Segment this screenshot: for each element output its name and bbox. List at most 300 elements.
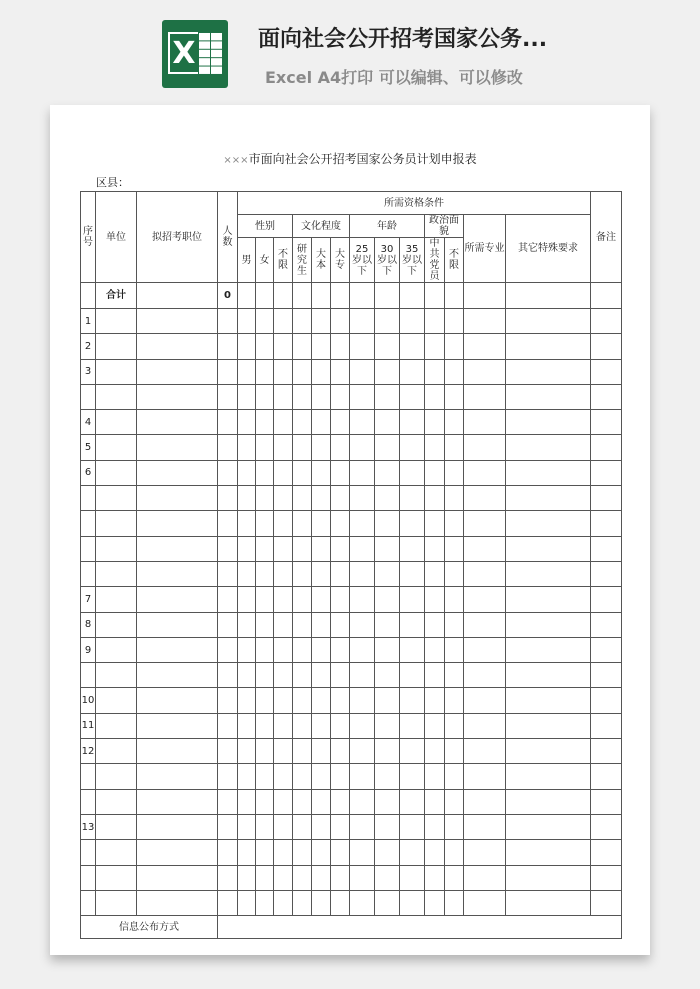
table-cell [96,612,137,637]
table-cell [312,637,331,662]
table-cell [96,713,137,738]
col-male: 男 [238,238,256,283]
table-cell [312,384,331,409]
total-label: 合计 [96,283,137,309]
table-cell [375,359,400,384]
table-cell [445,384,464,409]
table-cell [137,814,218,839]
col-party-member: 中共党员 [425,238,445,283]
table-cell [218,410,238,435]
table-cell [375,663,400,688]
table-cell [445,739,464,764]
table-cell [506,309,591,334]
table-cell [464,865,506,890]
table-cell [293,460,312,485]
table-cell [400,713,425,738]
table-cell [506,486,591,511]
table-cell [400,359,425,384]
table-cell [375,764,400,789]
table-cell [218,890,238,915]
table-cell [400,410,425,435]
table-cell [464,840,506,865]
table-row [81,865,622,890]
table-cell [238,764,256,789]
table-cell [256,814,274,839]
table-cell [218,536,238,561]
table-cell [238,840,256,865]
table-cell [331,435,350,460]
table-cell [238,612,256,637]
table-cell [293,334,312,359]
table-cell [400,663,425,688]
document-title: 面向社会公开招考国家公务... [258,27,548,52]
table-cell [591,688,622,713]
table-cell [293,435,312,460]
table-row [81,612,622,637]
table-cell [256,713,274,738]
table-cell [375,612,400,637]
table-cell [445,334,464,359]
table-cell [445,410,464,435]
table-cell [274,865,293,890]
table-cell [312,359,331,384]
table-cell [331,713,350,738]
table-cell [445,865,464,890]
table-cell [137,486,218,511]
table-cell [274,890,293,915]
table-cell [445,688,464,713]
table-cell [425,309,445,334]
table-cell [96,840,137,865]
table-cell [274,789,293,814]
table-cell [375,511,400,536]
row-number [81,865,96,890]
table-cell [425,890,445,915]
table-cell [464,890,506,915]
col-political: 政治面貌 [425,215,464,238]
row-number: 1 [81,309,96,334]
table-cell [256,789,274,814]
table-row [81,890,622,915]
table-cell [464,536,506,561]
table-row [81,486,622,511]
table-cell [425,814,445,839]
table-cell [591,384,622,409]
table-cell [400,536,425,561]
table-cell [331,460,350,485]
table-cell [591,486,622,511]
document-header [0,0,700,100]
table-cell [591,612,622,637]
table-cell [256,486,274,511]
table-cell [425,334,445,359]
table-cell [96,384,137,409]
table-cell [350,561,375,586]
table-cell [445,511,464,536]
col-education: 文化程度 [293,215,350,238]
table-cell [137,309,218,334]
table-cell [274,561,293,586]
table-cell [591,865,622,890]
row-number: 10 [81,688,96,713]
table-cell [312,865,331,890]
table-cell [331,359,350,384]
table-cell [137,713,218,738]
table-cell [425,865,445,890]
table-cell [506,840,591,865]
table-cell [293,814,312,839]
table-cell [218,334,238,359]
table-cell [591,764,622,789]
total-row [81,283,622,309]
table-row [81,739,622,764]
table-cell [218,713,238,738]
table-cell [312,713,331,738]
table-cell [331,334,350,359]
table-cell [218,486,238,511]
table-cell [464,789,506,814]
table-cell [464,561,506,586]
table-cell [400,612,425,637]
table-cell [350,309,375,334]
table-cell [256,587,274,612]
table-cell [375,814,400,839]
col-age: 年龄 [350,215,425,238]
table-cell [312,410,331,435]
table-cell [506,764,591,789]
table-cell [218,764,238,789]
table-cell [375,486,400,511]
row-number: 4 [81,410,96,435]
table-cell [293,713,312,738]
table-cell [331,486,350,511]
table-cell [506,384,591,409]
table-cell [425,688,445,713]
table-cell [293,840,312,865]
col-seq: 序号 [81,192,96,283]
table-cell [218,612,238,637]
table-cell [238,663,256,688]
table-cell [293,587,312,612]
table-cell [506,334,591,359]
table-cell [506,713,591,738]
table-cell [137,435,218,460]
table-cell [464,384,506,409]
table-cell [274,334,293,359]
col-age35: 35 岁以下 [400,238,425,283]
table-cell [137,511,218,536]
table-cell [464,764,506,789]
col-graduate: 研究生 [293,238,312,283]
table-cell [256,359,274,384]
row-number: 8 [81,612,96,637]
table-cell [293,663,312,688]
table-cell [506,789,591,814]
table-cell [506,814,591,839]
header-row-1 [81,192,622,215]
table-cell [400,384,425,409]
table-cell [375,460,400,485]
table-cell [350,890,375,915]
table-cell [274,764,293,789]
table-cell [137,789,218,814]
table-cell [375,789,400,814]
table-cell [350,764,375,789]
table-cell [96,890,137,915]
table-cell [96,561,137,586]
table-cell [293,384,312,409]
table-row [81,713,622,738]
table-cell [256,410,274,435]
table-cell [218,435,238,460]
table-cell [218,789,238,814]
table-cell [96,359,137,384]
table-cell [375,536,400,561]
table-row [81,384,622,409]
table-cell [137,840,218,865]
table-cell [331,561,350,586]
table-cell [464,713,506,738]
table-cell [425,612,445,637]
table-cell [591,511,622,536]
table-cell [238,334,256,359]
table-cell [464,410,506,435]
table-cell [350,384,375,409]
table-cell [312,536,331,561]
table-cell [274,739,293,764]
table-cell [331,890,350,915]
table-cell [425,460,445,485]
table-row [81,536,622,561]
table-cell [238,435,256,460]
table-cell [238,511,256,536]
row-number [81,384,96,409]
table-cell [256,309,274,334]
table-cell [293,865,312,890]
table-cell [464,435,506,460]
table-cell [400,309,425,334]
table-cell [506,637,591,662]
table-cell [238,460,256,485]
table-cell [312,587,331,612]
table-cell [350,536,375,561]
table-cell [274,814,293,839]
table-row [81,334,622,359]
table-cell [425,739,445,764]
table-cell [293,739,312,764]
table-cell [96,814,137,839]
table-cell [274,663,293,688]
table-cell [591,739,622,764]
table-cell [506,561,591,586]
table-cell [312,764,331,789]
table-cell [218,384,238,409]
table-cell [425,359,445,384]
table-cell [218,814,238,839]
table-cell [331,865,350,890]
row-number: 3 [81,359,96,384]
table-cell [96,663,137,688]
col-count: 人数 [218,192,238,283]
table-cell [312,890,331,915]
table-cell [445,789,464,814]
table-cell [400,486,425,511]
table-cell [445,435,464,460]
table-cell [425,561,445,586]
table-cell [331,612,350,637]
col-political-any: 不限 [445,238,464,283]
form-title-prefix: ××× [223,155,249,166]
table-cell [400,435,425,460]
table-cell [400,688,425,713]
table-cell [274,688,293,713]
table-cell [331,637,350,662]
table-cell [375,865,400,890]
table-cell [137,663,218,688]
table-row [81,637,622,662]
table-cell [375,739,400,764]
table-cell [591,359,622,384]
table-cell [350,486,375,511]
table-cell [445,814,464,839]
table-cell [445,359,464,384]
table-cell [96,410,137,435]
table-row [81,410,622,435]
table-cell [238,713,256,738]
table-cell [256,511,274,536]
row-number [81,663,96,688]
table-cell [425,536,445,561]
table-cell [591,789,622,814]
table-cell [425,435,445,460]
col-gender-any: 不限 [274,238,293,283]
row-number: 11 [81,713,96,738]
table-cell [137,536,218,561]
table-cell [464,511,506,536]
table-cell [425,384,445,409]
table-cell [331,587,350,612]
table-cell [331,764,350,789]
table-cell [591,890,622,915]
table-row [81,460,622,485]
table-cell [218,840,238,865]
info-publish-value [218,916,622,939]
table-cell [445,713,464,738]
table-cell [312,460,331,485]
table-cell [274,435,293,460]
row-number: 7 [81,587,96,612]
table-cell [238,865,256,890]
col-gender: 性别 [238,215,293,238]
table-cell [256,334,274,359]
table-cell [425,663,445,688]
table-cell [375,384,400,409]
footer-row [81,916,622,939]
row-number [81,536,96,561]
table-cell [464,359,506,384]
table-cell [331,410,350,435]
table-cell [464,460,506,485]
table-cell [331,814,350,839]
col-bachelor: 大本 [312,238,331,283]
table-cell [425,486,445,511]
table-cell [350,435,375,460]
table-cell [312,840,331,865]
table-cell [293,359,312,384]
table-cell [137,359,218,384]
table-row [81,587,622,612]
table-cell [256,384,274,409]
table-cell [445,612,464,637]
table-cell [274,309,293,334]
table-cell [96,309,137,334]
table-cell [425,511,445,536]
table-cell [238,486,256,511]
table-cell [331,789,350,814]
table-cell [96,637,137,662]
table-cell [312,814,331,839]
table-row [81,359,622,384]
table-cell [96,688,137,713]
table-cell [375,334,400,359]
table-row [81,561,622,586]
table-cell [312,739,331,764]
table-cell [293,612,312,637]
table-cell [506,410,591,435]
table-cell [218,587,238,612]
table-cell [331,309,350,334]
table-cell [445,840,464,865]
table-cell [591,840,622,865]
table-cell [96,587,137,612]
table-cell [331,739,350,764]
form-title-text: 市面向社会公开招考国家公务员计划申报表 [248,152,477,166]
table-cell [400,865,425,890]
table-cell [464,637,506,662]
row-number: 13 [81,814,96,839]
table-cell [312,789,331,814]
table-cell [137,865,218,890]
table-cell [506,612,591,637]
table-cell [238,637,256,662]
table-cell [238,739,256,764]
col-age25: 25 岁以下 [350,238,375,283]
table-cell [274,359,293,384]
row-number: 5 [81,435,96,460]
table-cell [400,587,425,612]
table-cell [375,840,400,865]
table-cell [350,587,375,612]
table-cell [506,688,591,713]
table-cell [400,511,425,536]
table-cell [256,612,274,637]
table-cell [256,637,274,662]
table-cell [293,511,312,536]
table-cell [256,739,274,764]
table-cell [375,561,400,586]
table-cell [506,890,591,915]
table-cell [274,384,293,409]
table-cell [591,713,622,738]
row-number [81,511,96,536]
table-cell [506,739,591,764]
table-cell [464,663,506,688]
col-remarks: 备注 [591,192,622,283]
table-cell [238,410,256,435]
table-cell [425,713,445,738]
table-cell [238,384,256,409]
table-cell [464,612,506,637]
